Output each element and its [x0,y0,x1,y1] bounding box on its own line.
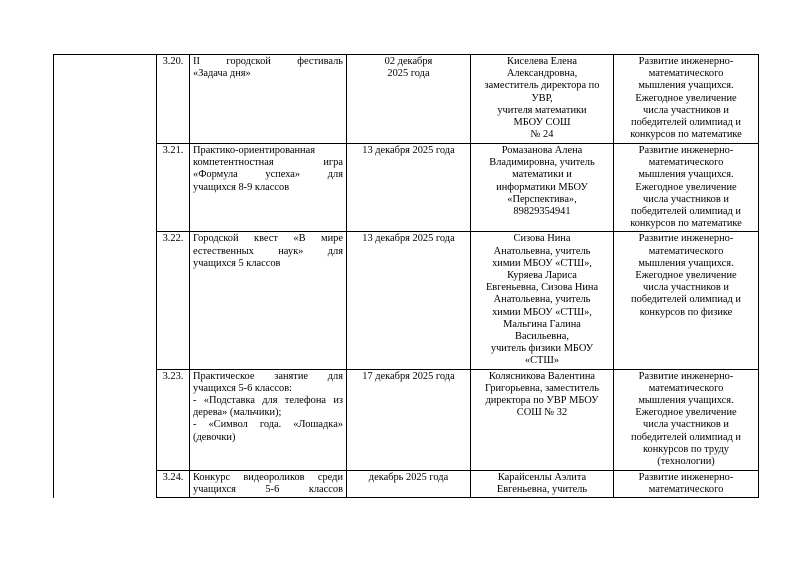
row-number: 3.21. [157,144,190,232]
row-number: 3.23. [157,369,190,470]
event-name: Городской квест «В мире естественных наук» для учащихся 5 классов [190,232,347,369]
expected-result: Развитие инженерно- математического мышления учащихся. Ежегодное увеличение числа участников и победителей олимпиад и конкурсов по математике [614,55,759,144]
event-date: декабрь 2025 года [347,470,471,497]
expected-result: Развитие инженерно- математического мышления учащихся. Ежегодное увеличение числа участников и победителей олимпиад и конкурсов по труду (технологии) [614,369,759,470]
responsible-person: Сизова Нина Анатольевна, учитель химии МБОУ «СТШ», Куряева Лариса Евгеньевна, Сизова Нина Анатольевна, учитель химии МБОУ «СТШ», Мальгина Галина Васильевна, учитель физики МБОУ «СТШ» [471,232,614,369]
events-table [53,54,759,498]
row-number: 3.24. [157,470,190,497]
event-date: 17 декабря 2025 года [347,369,471,470]
event-name: Практико-ориентированная компетентностная игра «Формула успеха» для учащихся 8-9 классов [190,144,347,232]
event-date: 13 декабря 2025 года [347,144,471,232]
event-date: 02 декабря 2025 года [347,55,471,144]
expected-result: Развитие инженерно- математического [614,470,759,497]
table-row [54,470,759,497]
responsible-person: Колясникова Валентина Григорьевна, заместитель директора по УВР МБОУ СОШ № 32 [471,369,614,470]
table-row [54,232,759,369]
table-row [54,369,759,470]
expected-result: Развитие инженерно- математического мышления учащихся. Ежегодное увеличение числа участников и победителей олимпиад и конкурсов по математике [614,144,759,232]
row-number: 3.20. [157,55,190,144]
row-number: 3.22. [157,232,190,369]
expected-result: Развитие инженерно- математического мышления учащихся. Ежегодное увеличение числа участников и победителей олимпиад и конкурсов по физике [614,232,759,369]
event-name: Практическое занятие для учащихся 5-6 классов: - «Подставка для телефона из дерева» (мальчики); - «Символ года. «Лошадка» (девочки) [190,369,347,470]
responsible-person: Карайсенлы Аэлита Евгеньевна, учитель [471,470,614,497]
responsible-person: Киселева Елена Александровна, заместитель директора по УВР, учителя математики МБОУ СОШ № 24 [471,55,614,144]
section-column-cell [54,55,157,498]
event-name: II городской фестиваль «Задача дня» [190,55,347,144]
table-row [54,144,759,232]
responsible-person: Ромазанова Алена Владимировна, учитель математики и информатики МБОУ «Перспектива», 89829354941 [471,144,614,232]
event-date: 13 декабря 2025 года [347,232,471,369]
event-name: Конкурс видеороликов среди учащихся 5-6 классов [190,470,347,497]
table-row [54,55,759,144]
